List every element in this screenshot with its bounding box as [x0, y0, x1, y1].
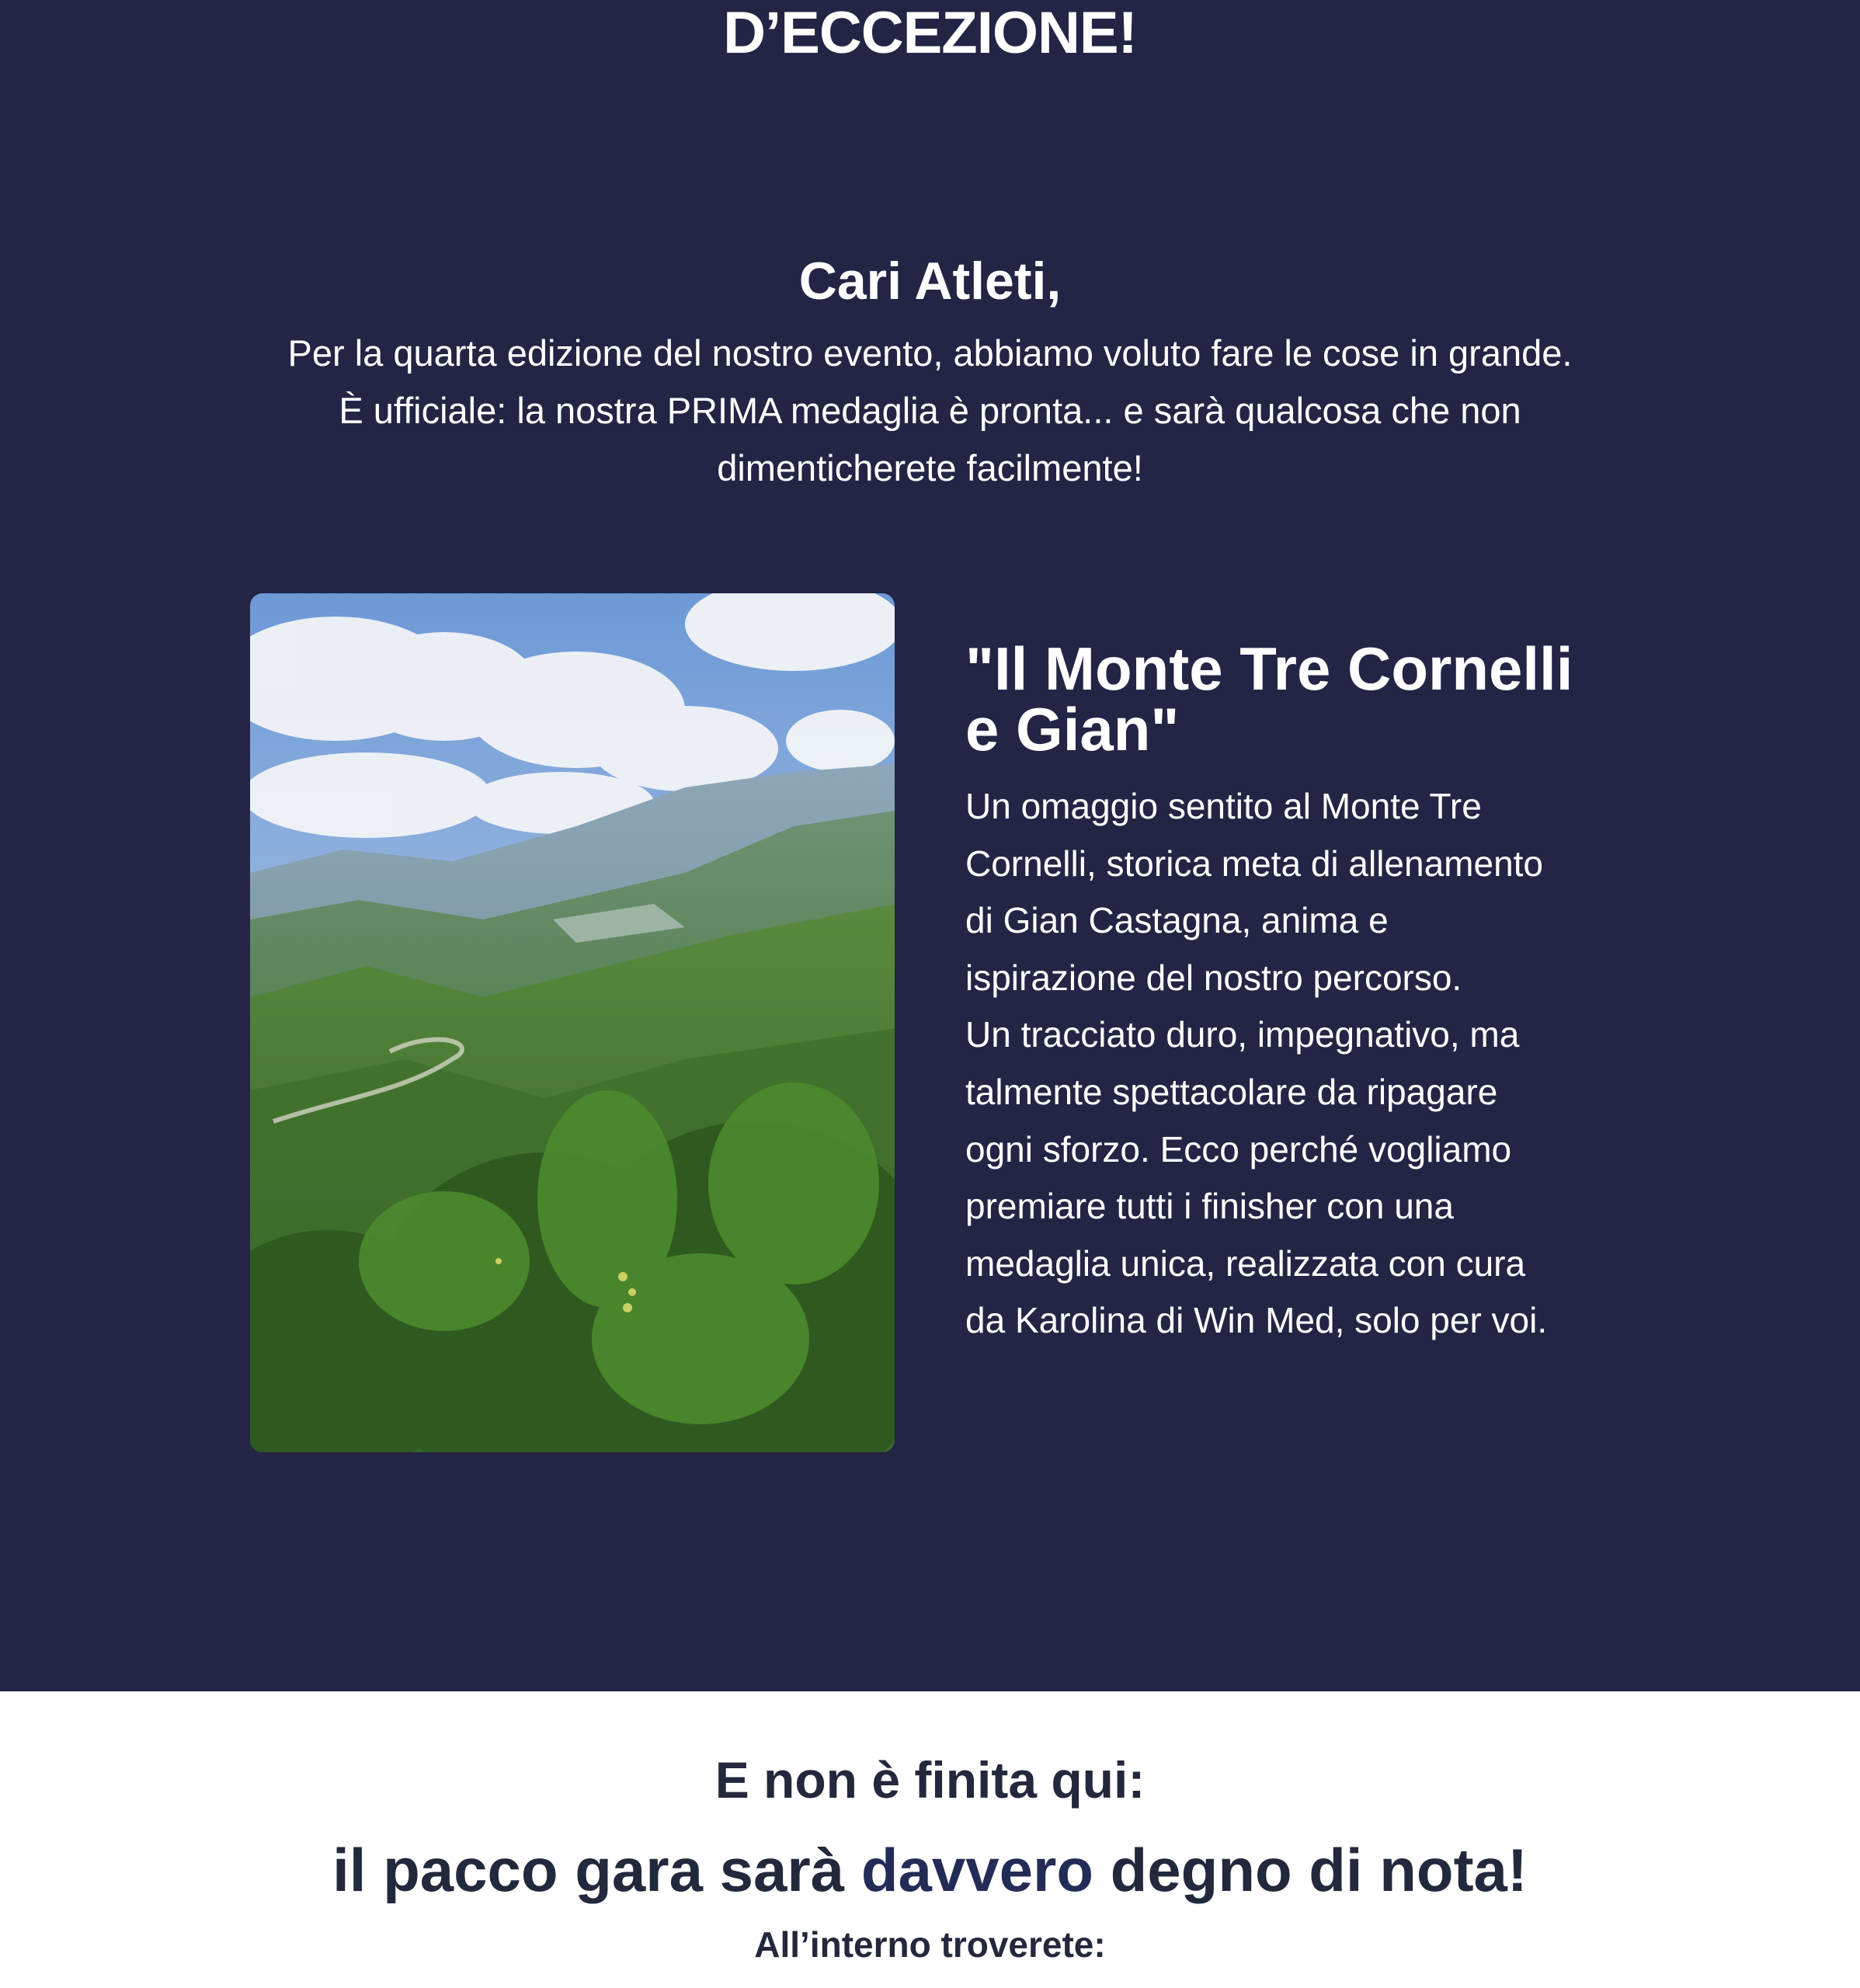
- pack-headline-end: degno di nota!: [1093, 1836, 1528, 1904]
- hero-headline: D’ECCEZIONE!: [723, 0, 1137, 66]
- medal-text-line: talmente spettacolare da ripagare: [965, 1071, 1498, 1112]
- intro-line: È ufficiale: la nostra PRIMA medaglia è pronta... e sarà qualcosa che non: [339, 390, 1521, 431]
- pack-headline-start: il pacco gara sarà: [332, 1836, 861, 1904]
- mountain-landscape-photo: [250, 593, 895, 1452]
- medal-text-line: Un omaggio sentito al Monte Tre: [965, 786, 1482, 826]
- medal-text-line: ogni sforzo. Ecco perché vogliamo: [965, 1128, 1512, 1170]
- intro-line: Per la quarta edizione del nostro evento, abbiamo voluto fare le cose in grande.: [287, 332, 1573, 374]
- pack-headline-accent: davvero: [860, 1836, 1093, 1904]
- medal-text-line: ispirazione del nostro percorso.: [965, 957, 1462, 998]
- mountain-landscape-illustration: [250, 593, 895, 1452]
- medal-title-line: "Il Monte Tre Cornelli: [965, 634, 1573, 703]
- pack-headline: [0, 1834, 1860, 1906]
- pack-contents-label: All’interno troverete:: [754, 1924, 1106, 1965]
- medal-text-line: di Gian Castagna, anima e: [965, 900, 1389, 941]
- medal-title: [965, 634, 1664, 763]
- medal-text-line: Un tracciato duro, impegnativo, ma: [965, 1014, 1520, 1055]
- medal-text-line: Cornelli, storica meta di allenamento: [965, 843, 1544, 884]
- greeting-heading: Cari Atleti,: [798, 252, 1062, 311]
- medal-title-line: e Gian": [965, 695, 1180, 763]
- medal-text-line: da Karolina di Win Med, solo per voi.: [965, 1300, 1548, 1341]
- intro-paragraph: [233, 325, 1627, 497]
- pack-intro-heading: E non è finita qui:: [714, 1751, 1146, 1809]
- medal-text-line: medaglia unica, realizzata con cura: [965, 1242, 1526, 1284]
- medal-description: [965, 778, 1649, 1350]
- medal-text-line: premiare tutti i finisher con una: [965, 1186, 1454, 1227]
- intro-line: dimenticherete facilmente!: [717, 447, 1143, 488]
